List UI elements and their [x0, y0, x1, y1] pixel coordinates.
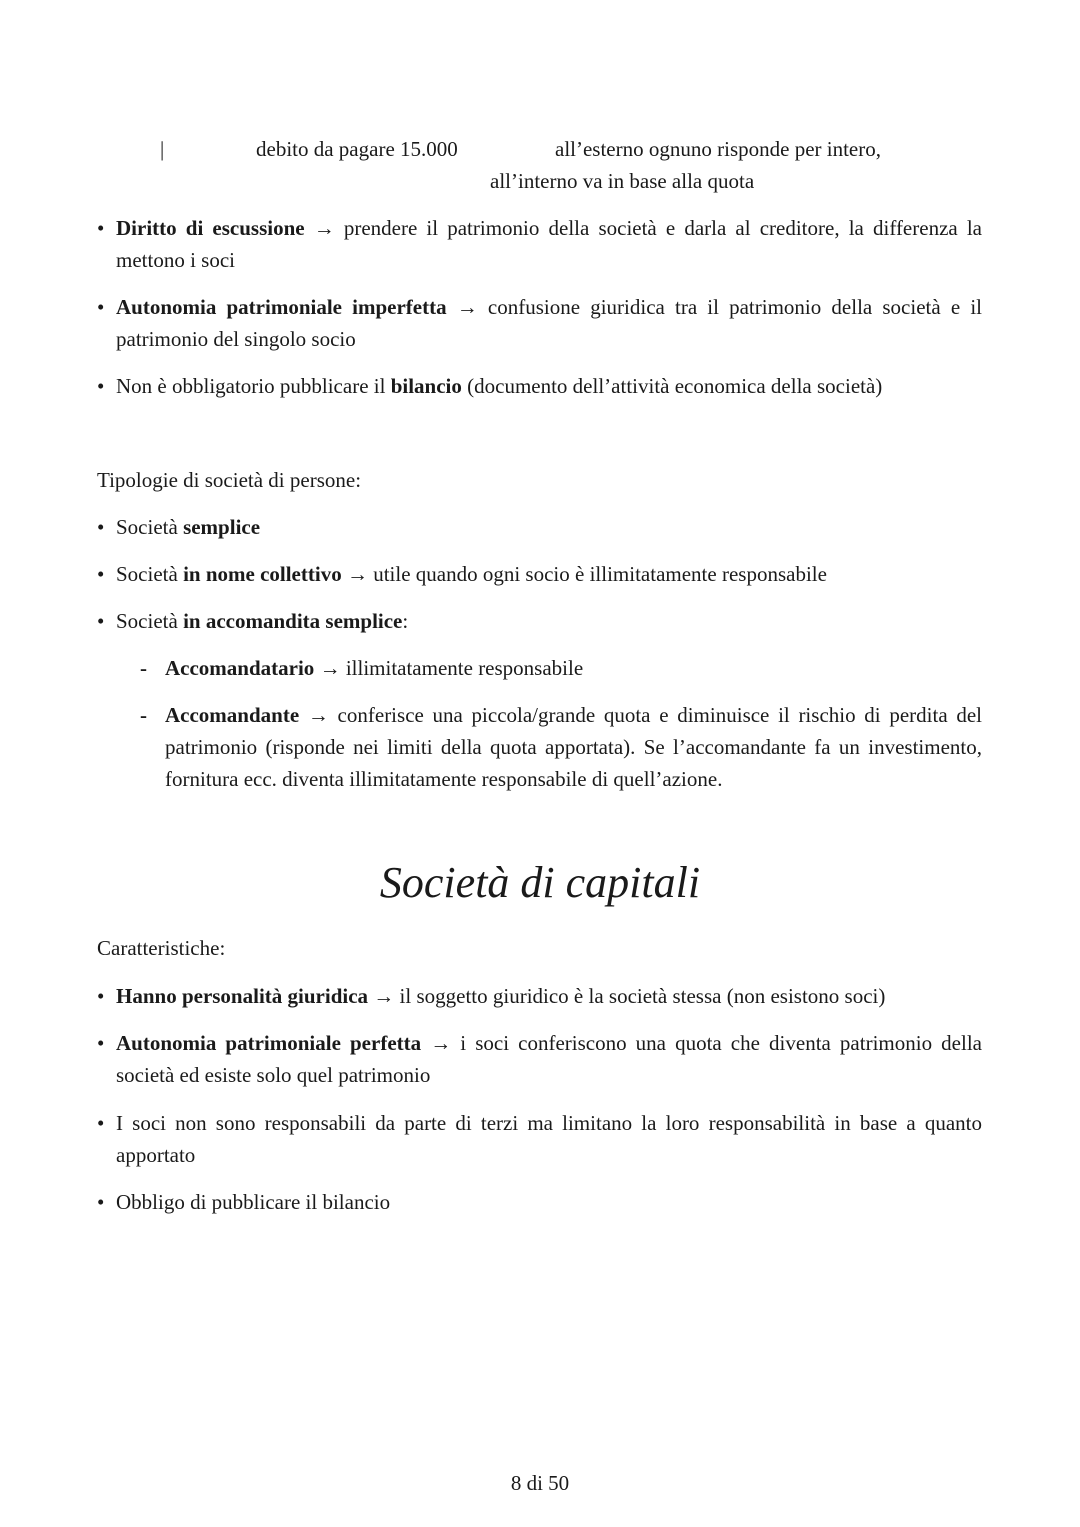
debt-note: debito da pagare 15.000	[256, 137, 458, 161]
bullet-icon: •	[97, 374, 105, 398]
list-item-text	[116, 605, 982, 637]
note-right-line-2: all’interno va in base alla quota	[490, 169, 755, 193]
vertical-bar: |	[160, 137, 165, 161]
definition: → prendere il patrimonio della società e darla al creditore, la differenza la mettono i soci	[116, 216, 982, 272]
prefix: Non è obbligatorio pubblicare il	[116, 374, 391, 398]
bullet-icon: •	[97, 1111, 105, 1135]
section-title: Società di capitali	[379, 858, 701, 907]
sub-list-item-text	[165, 699, 982, 795]
page-number: 8 di 50	[510, 1471, 570, 1495]
bullet-icon: •	[97, 1031, 105, 1055]
definition: → illimitatamente responsabile	[314, 656, 584, 680]
term: in nome collettivo	[183, 562, 342, 586]
term: Diritto di escussione	[116, 216, 305, 240]
caratteristiche-heading: Caratteristiche:	[97, 936, 226, 960]
term: Autonomia patrimoniale imperfetta	[116, 295, 447, 319]
definition: → il soggetto giuridico è la società stessa (non esistono soci)	[368, 984, 886, 1008]
suffix: :	[402, 609, 409, 633]
definition: → utile quando ogni socio è illimitatamente responsabile	[341, 562, 827, 586]
list-item-text	[116, 212, 982, 276]
list-item-text	[116, 980, 982, 1012]
sub-list-item-text	[165, 652, 982, 684]
list-item-text	[116, 291, 982, 355]
prefix: Società	[116, 609, 184, 633]
list-item-text	[116, 370, 982, 402]
list-item-text: Obbligo di pubblicare il bilancio	[116, 1190, 391, 1214]
dash-marker: -	[140, 703, 147, 727]
list-item-text	[116, 511, 982, 543]
definition: → i soci conferiscono una quota che diventa patrimonio della società ed esiste solo quel patrimonio	[116, 1031, 982, 1087]
bullet-icon: •	[97, 1190, 105, 1214]
bullet-icon: •	[97, 216, 105, 240]
note-right-line-1: all’esterno ognuno risponde per intero,	[555, 137, 881, 161]
term: Hanno personalità giuridica	[116, 984, 369, 1008]
list-item-text: I soci non sono responsabili da parte di terzi ma limitano la loro responsabilità in base a quanto apportato	[116, 1111, 982, 1167]
term: in accomandita semplice	[183, 609, 403, 633]
prefix: Società	[116, 515, 184, 539]
term: semplice	[183, 515, 261, 539]
bullet-icon: •	[97, 515, 105, 539]
term: Autonomia patrimoniale perfetta	[116, 1031, 422, 1055]
bullet-icon: •	[97, 984, 105, 1008]
dash-marker: -	[140, 656, 147, 680]
term: Accomandante	[165, 703, 300, 727]
definition: → conferisce una piccola/grande quota e diminuisce il rischio di perdita del patrimonio (risponde nei limiti della quota apportata). Se l’accomandante fa un investimento, fornitura ecc. diventa illimitatamente responsabile di quell’azione.	[165, 703, 982, 791]
term: bilancio	[390, 374, 462, 398]
definition: → confusione giuridica tra il patrimonio della società e il patrimonio del singolo socio	[116, 295, 982, 351]
definition: (documento dell’attività economica della società)	[461, 374, 883, 398]
bullet-icon: •	[97, 609, 105, 633]
list-item-text	[116, 1027, 982, 1091]
bullet-icon: •	[97, 295, 105, 319]
bullet-icon: •	[97, 562, 105, 586]
tipologie-heading: Tipologie di società di persone:	[97, 468, 362, 492]
prefix: Società	[116, 562, 184, 586]
list-item-text	[116, 558, 982, 590]
term: Accomandatario	[165, 656, 315, 680]
